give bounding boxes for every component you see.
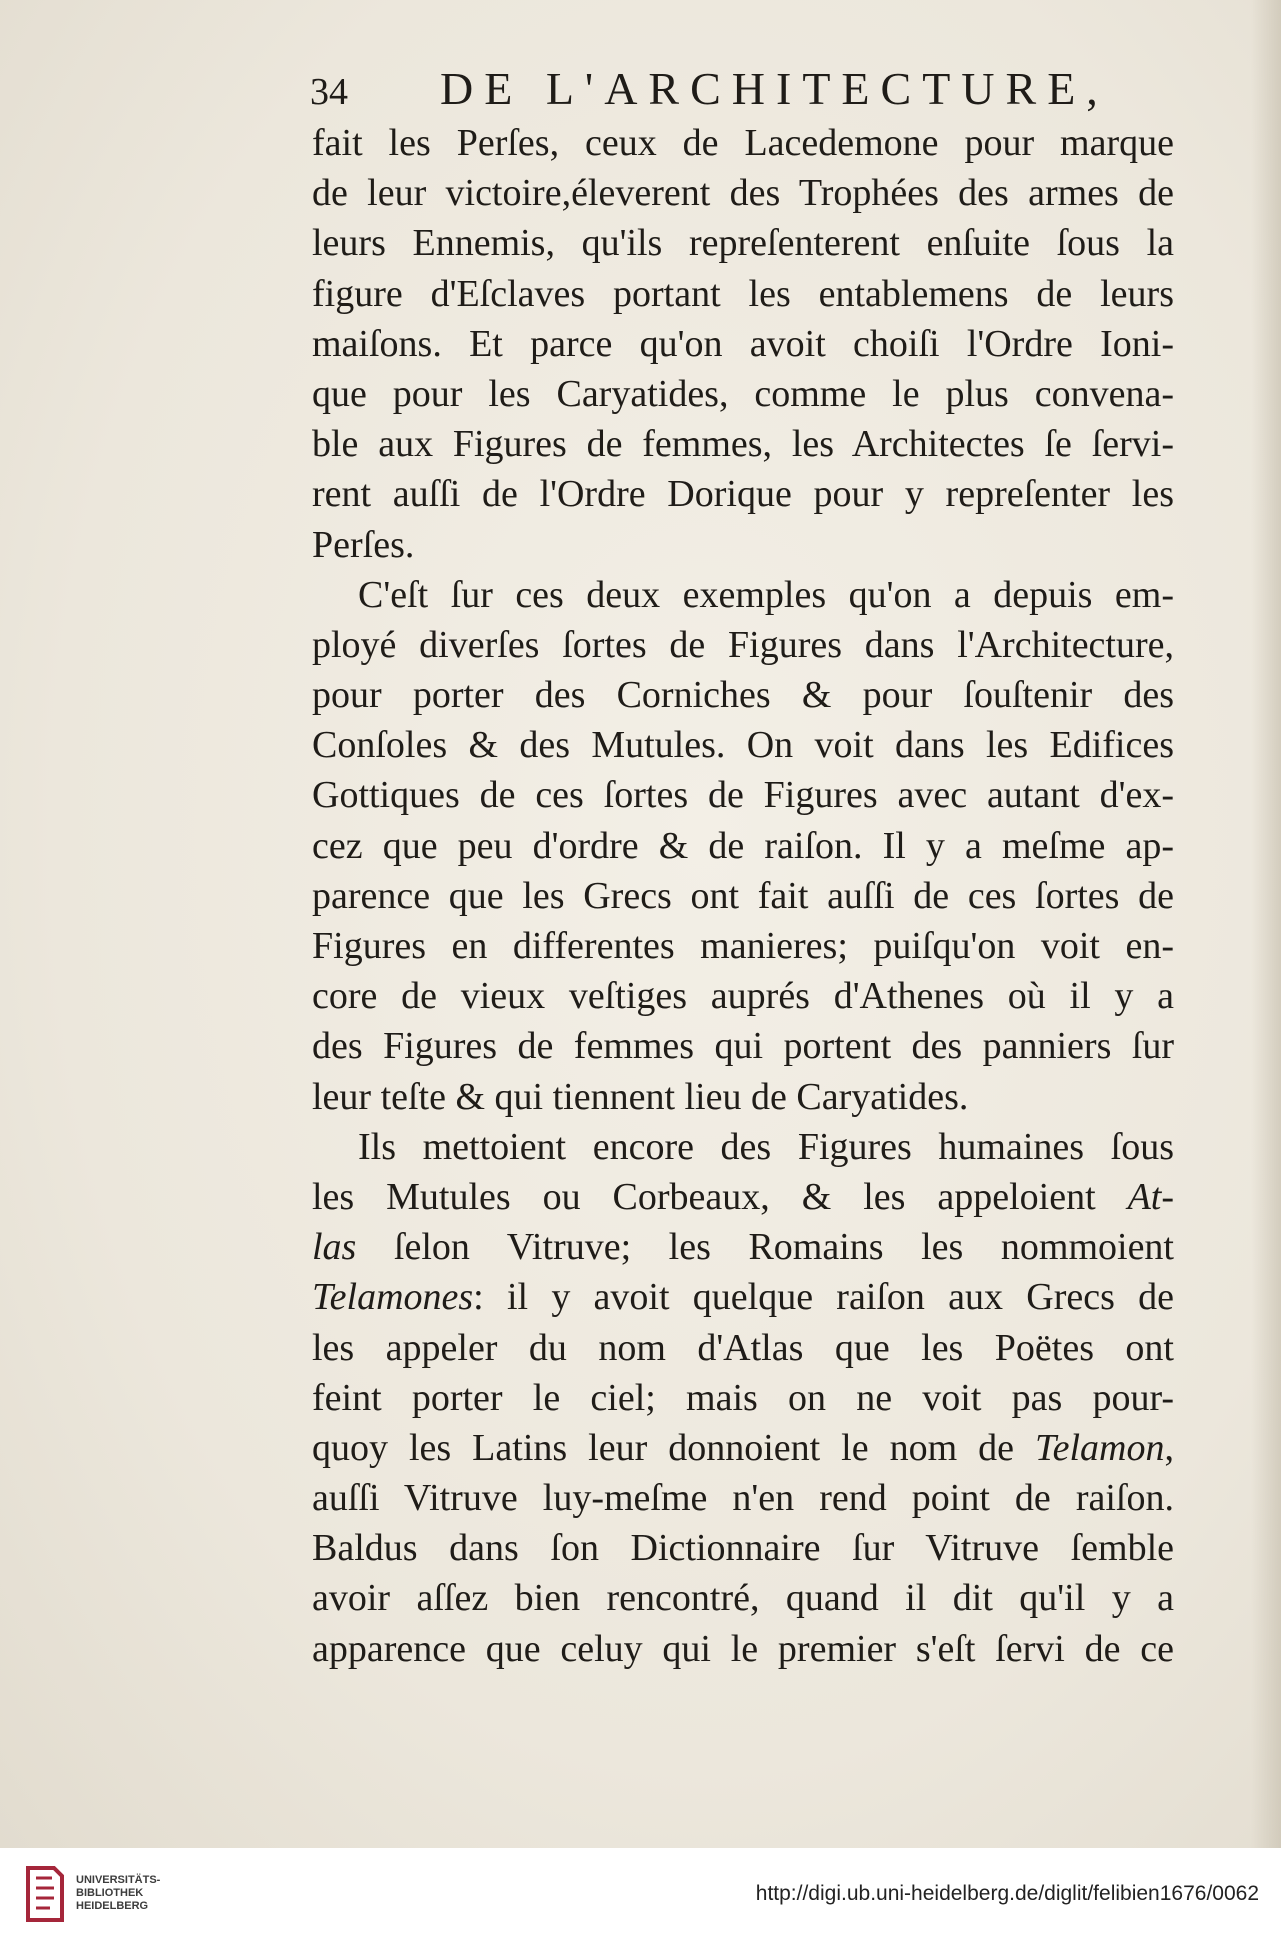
text-run: leur teſte & qui tiennent lieu de Caryatides. (312, 1075, 969, 1118)
text-run: ployé diverſes ſortes de Figures dans l'Architecture, (312, 623, 1174, 666)
text-line (312, 1373, 1174, 1423)
text-run: Conſoles & des Mutules. On voit dans les Edifices (312, 724, 1174, 767)
text-run: maiſons. Et parce qu'on avoit choiſi l'Ordre Ioni- (312, 322, 1174, 365)
text-run: de leur victoire,éleverent des Trophées des armes de (312, 172, 1174, 215)
text-line (312, 1423, 1174, 1473)
text-run: fait les Perſes, ceux de Lacedemone pour marque (312, 122, 1174, 164)
text-line (312, 168, 1174, 218)
text-line (312, 770, 1174, 820)
text-run: parence que les Grecs ont fait auſſi de ces ſortes de (312, 874, 1174, 917)
text-run: Gottiques de ces ſortes de Figures avec autant d'ex- (312, 774, 1174, 817)
text-line (312, 1573, 1174, 1623)
page-edge-shadow (1251, 0, 1281, 1848)
italic-text: Telamones (312, 1276, 474, 1319)
text-line (312, 1272, 1174, 1322)
logo-line: HEIDELBERG (76, 1900, 149, 1912)
text-run: les Mutules ou Corbeaux, & les appeloient (312, 1175, 1128, 1218)
running-title: DE L'ARCHITECTURE, (440, 63, 1109, 114)
university-seal-icon (24, 1864, 66, 1924)
text-line (312, 1323, 1174, 1373)
text-run: avoir aſſez bien rencontré, quand il dit qu'il y a (312, 1577, 1174, 1620)
text-run: cez que peu d'ordre & de raiſon. Il y a meſme ap- (312, 824, 1174, 867)
page-number: 34 (310, 71, 348, 113)
text-line (312, 1473, 1174, 1523)
logo-line: UNIVERSITÄTS- (76, 1874, 161, 1886)
text-line (312, 570, 1174, 620)
text-run: pour porter des Corniches & pour ſouſtenir des (312, 674, 1174, 717)
text-run: Ils mettoient encore des Figures humaines ſous (358, 1125, 1174, 1168)
text-line (312, 218, 1174, 268)
text-run: auſſi Vitruve luy-meſme n'en rend point de raiſon. (312, 1477, 1174, 1520)
text-line (312, 520, 1174, 570)
text-run: Perſes. (312, 523, 415, 566)
text-line (312, 821, 1174, 871)
text-run: figure d'Eſclaves portant les entablemens de leurs (312, 272, 1174, 315)
text-line (312, 971, 1174, 1021)
text-run: Baldus dans ſon Dictionnaire ſur Vitruve ſemble (312, 1527, 1174, 1570)
text-line (312, 118, 1174, 168)
text-line (312, 1523, 1174, 1573)
text-line (312, 419, 1174, 469)
text-line (312, 1222, 1174, 1272)
permalink-url[interactable]: http://digi.ub.uni-heidelberg.de/diglit/felibien1676/0062 (755, 1882, 1259, 1905)
text-run: ſelon Vitruve; les Romains les nommoient (356, 1226, 1174, 1269)
text-run: quoy les Latins leur donnoient le nom de (312, 1426, 1035, 1469)
text-line (312, 1122, 1174, 1172)
text-line (312, 469, 1174, 519)
text-run: : il y avoit quelque raiſon aux Grecs de (473, 1276, 1174, 1319)
text-line (312, 1021, 1174, 1071)
text-run: des Figures de femmes qui portent des panniers ſur (312, 1025, 1174, 1068)
body-text (312, 118, 1174, 1674)
footer-bar (0, 1848, 1281, 1945)
logo-line: BIBLIOTHEK (76, 1887, 144, 1899)
text-run: que pour les Caryatides, comme le plus convena- (312, 372, 1174, 415)
text-run: C'eſt ſur ces deux exemples qu'on a depuis em- (358, 573, 1174, 616)
text-line (312, 1072, 1174, 1122)
italic-text: At- (1127, 1175, 1174, 1218)
running-head (310, 62, 1170, 122)
text-line (312, 670, 1174, 720)
text-run: Figures en differentes manieres; puiſqu'on voit en- (312, 925, 1174, 967)
italic-text: las (312, 1226, 357, 1269)
library-logo[interactable] (24, 1860, 174, 1930)
text-line (312, 269, 1174, 319)
italic-text: Telamon (1034, 1426, 1165, 1469)
text-run: apparence que celuy qui le premier s'eſt ſervi de ce (312, 1627, 1174, 1670)
text-line (312, 720, 1174, 770)
text-line (312, 369, 1174, 419)
text-run: leurs Ennemis, qu'ils repreſenterent enſuite ſous la (312, 222, 1174, 265)
text-run: rent auſſi de l'Ordre Dorique pour y repreſenter les (312, 473, 1174, 516)
text-line (312, 319, 1174, 369)
text-run: core de vieux veſtiges auprés d'Athenes où il y a (312, 975, 1174, 1018)
text-line (312, 871, 1174, 921)
text-line (312, 620, 1174, 670)
text-run: ble aux Figures de femmes, les Architectes ſe ſervi- (312, 423, 1174, 466)
text-run: , (1164, 1426, 1174, 1469)
text-line (312, 921, 1174, 971)
text-line (312, 1624, 1174, 1674)
text-run: les appeler du nom d'Atlas que les Poëtes ont (312, 1326, 1174, 1369)
logo-text (76, 1874, 160, 1913)
text-line (312, 1172, 1174, 1222)
text-run: feint porter le ciel; mais on ne voit pas pour- (312, 1376, 1174, 1419)
